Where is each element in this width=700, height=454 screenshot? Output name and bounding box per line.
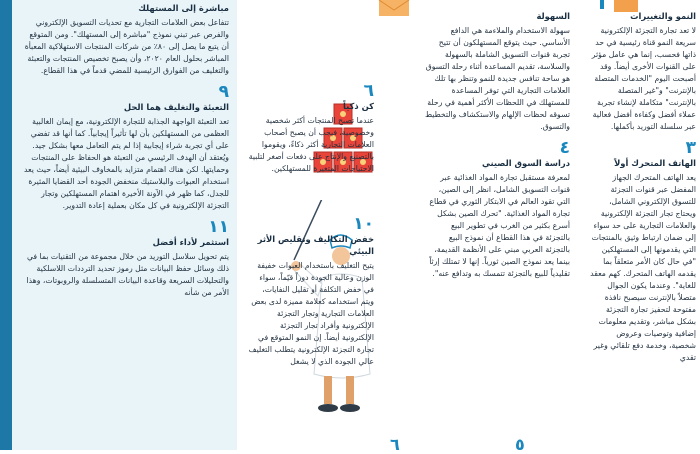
section-reduce-costs	[248, 215, 374, 368]
section-body: يتيح التغليف باستخدام العبوات خفيفة الوزن وعالية الجودة دوراً قيّماً، سواء في خفض التكلفة أو تقليل النفايات، ويتم استخدامه كعلامة مميزة لدى بعض العلامات التجارية وتجار التجزئة الإلكترونية وأفراد تجار التجزئة الإلكترونية أيضاً. إن النمو المتوقع في تجارة التجزئة الإلكترونية يتطلب التغليف عالي الجودة الذي لا يشغل	[248, 261, 374, 366]
column-left-panel	[12, 0, 237, 450]
column-right	[588, 0, 696, 450]
section-heading: الهاتف المتحرك أولاً	[614, 158, 696, 168]
section-heading: مباشرة إلى المستهلك	[138, 3, 229, 13]
bottom-section-number: ٦	[390, 435, 400, 454]
section-heading: خفض التكاليف وتقليص الأثر البيئي	[257, 234, 374, 256]
section-number: ١١	[208, 217, 229, 237]
section-body: تتفاعل بعض العلامات التجارية مع تحديات التسويق الإلكتروني والفرص عبر تبني نموذج "مباشرة إلى المستهلك". ومن المتوقع أن يتبع ما يصل إلى ٨٠٪ من شركات المنتجات الاستهلاكية المعبأة المباشر بحلول العام ٢٠٢٠، وأن يصبح تخصيص المنتجات والتعبئة والتغليف من الفوارق الرئيسية للمضي قدماً في هذا القطاع.	[24, 18, 229, 75]
left-accent-strip	[0, 0, 12, 450]
section-body: سهولة الاستخدام والملاءمة هي الدافع الأساسي. حيث يتوقع المستهلكون أن تتيح تجربة قنوات التسويق الشاملة بالسهولة والسلاسة، تقديم المساعدة أثناء رحلة التسوق هو ساحة تنافس جديدة للنمو وتنظر بها تلك العلامات التجارية التي توفر المساعدة للمستهلك في اللحظات الأكثر أهمية في رحلة تسوقه لحظات الإلهام والاستكشاف والتخطيط والتسوق.	[424, 26, 570, 131]
section-ease	[424, 0, 570, 133]
section-direct-to-consumer	[20, 2, 229, 77]
column-center-left	[248, 0, 374, 450]
section-heading: التعبئة والتغليف هما الحل	[123, 102, 229, 112]
section-body: تعد التعبئة الواجهة الجذابة للتجارة الإلكترونية، مع إيمان الغالبية العظمى من المستهلكين بأن لها تأثيراً إيجابياً. كما أنها قد تفضي على أي تجربة شراء إيجابية إذا لم يتم التعامل معها بشكل جيد. ويُعتقد أن الهدف الرئيسي من التعبئة هو الحفاظ على المنتجات وحمايتها. لكن هناك اهتمام متزايد بالمخاوف البيئية أيضاً، حيث يعد استخدام العبوات والبلاستيك منخفض الجودة أحد القضايا المثيرة للجدل، كما ظهر في الآونة الأخيرة اهتمام المستهلكين وتجار التجزئة الإلكترونية في كل مكان بعملية إعادة التدوير.	[24, 117, 229, 210]
section-number: ٩	[218, 82, 229, 102]
section-number: ٦	[363, 81, 374, 101]
section-number: ٤	[559, 138, 570, 158]
column-center-right	[424, 0, 570, 450]
section-be-smart	[248, 0, 374, 175]
section-heading: استثمر لأداء أفضل	[152, 237, 229, 247]
section-number: ١٠	[353, 214, 374, 234]
bottom-section-number: ٥	[515, 435, 525, 454]
section-growth	[588, 0, 696, 133]
top-box-shape	[375, 0, 413, 18]
section-body: لا تعد تجارة التجزئة الإلكترونية سريعة النمو قناة رئيسية في حد ذاتها فحسب، إنما هي عامل مؤثر على القنوات الأخرى أيضاً. وقد أصبحت اليوم "الخدمات المتصلة بالإنترنت" و"غير المتصلة بالإنترنت" متكاملة لإنشاء تجربة عملاء أفضل وكفاءة أفضل فعالية عبر سلسلة التوريد بأكملها.	[591, 26, 696, 131]
section-packaging-solution	[20, 83, 229, 212]
section-body: لمعرفة مستقبل تجارة المواد الغذائية عبر قنوات التسويق الشامل، انظر إلى الصين، التي تقود العالم في الابتكار الثوري في قطاع تجارة المواد الغذائية. "تحرك الصين بشكل أسرع بكثير من الغرب في تطوير البيع بالتجزئة في هذا القطاع أن نموذج البيع بالتجزئة العربي مبني على الأنظمة القديمة، بينما يعد نموذج الصين ثورياً. إنها لا تمتلك إرثاً تقليدياً للبيع بالتجزئة تتمسك به وتدافع عنه".	[429, 173, 570, 278]
section-heading: دراسة السوق الصيني	[482, 158, 570, 168]
section-body: يعد الهاتف المتحرك الجهاز المفضل عبر قنوات التجزئة للتسوق الإلكتروني الشامل، ويحتاج تجار التجزئة الإلكترونية والعلامات التجارية على حد سواء إلى ضمان ارتباط وثيق بالمنتجات التي يقدمونها إلى المستهلكين "في حال كان الأمر متعلقاً بما يقدمه الهاتف المتحرك. كهم معقد للغاية". وعندما يكون الجوال متصلاً بالإنترنت سيصبح نافذة مفتوحة لتحفيز تجارة التجزئة بشكل مباشر، وتقديم معلومات إضافية وتوصيات وعروض شخصية، وخدمة دفع تلقائي وغير تقدي	[590, 173, 696, 362]
section-heading: كن ذكياً	[342, 101, 374, 111]
section-heading: النمو والتغييرات	[630, 11, 696, 21]
section-body: يتم تحويل سلاسل التوريد من خلال مجموعة من التقنيات بما في ذلك وسائل حفظ البيانات مثل رموز تحديد الترددات اللاسلكية والتحليلات السريعة وقاعدة البيانات المتسلسلة والروبوتات، وهذا الأمر من شأنه	[26, 252, 229, 297]
section-invest-performance	[20, 218, 229, 299]
section-china-market	[424, 139, 570, 280]
section-mobile-first	[588, 139, 696, 364]
section-number: ٣	[685, 138, 696, 158]
section-heading: السهولة	[536, 11, 570, 21]
section-body: عندما تصبح المنتجات أكثر شخصية وخصوصية، فيجب أن يصبح أصحاب العلامات التجارية أكثر ذكاءً، ويقوموا بالتصنيع والإنتاج على دفعات أصغر لتلبية الاحتياجات المتغيرة للمستهلكين.	[248, 116, 374, 173]
